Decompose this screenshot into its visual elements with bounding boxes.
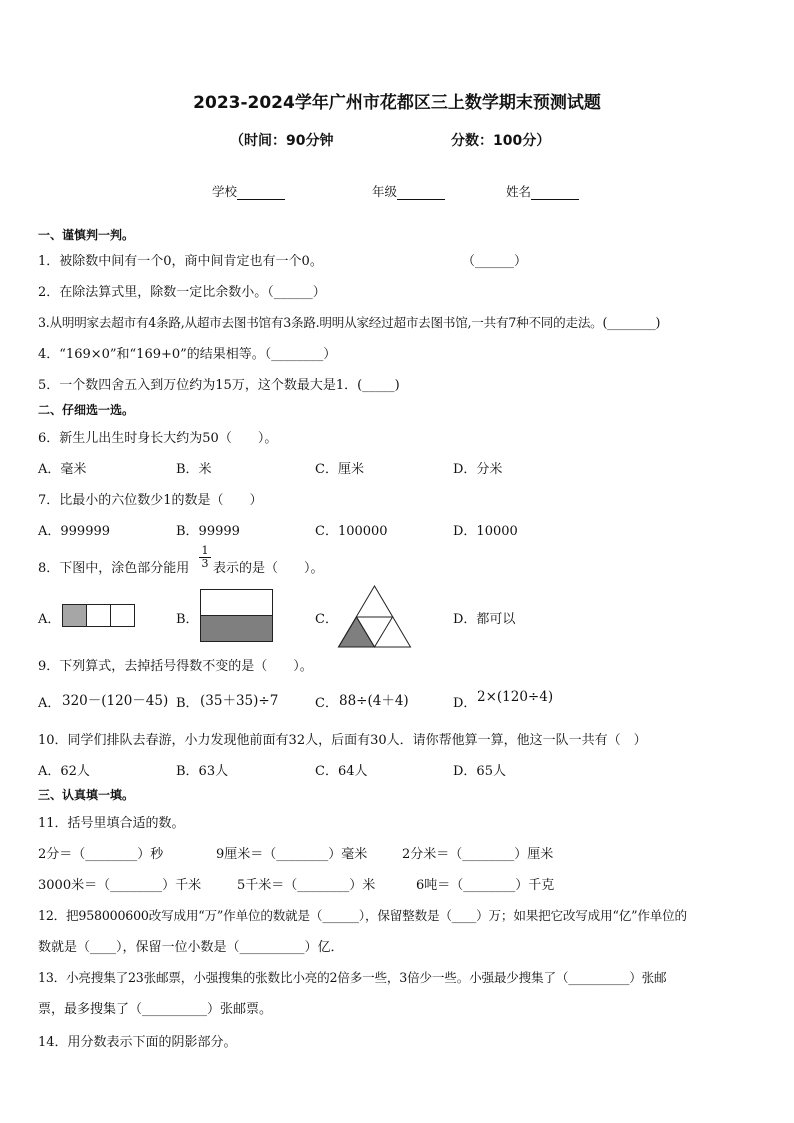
fraction-numerator: 1 — [199, 545, 211, 558]
exam-score: 分数：100分） — [451, 133, 551, 149]
name-field — [506, 182, 579, 200]
question-11: 11．括号里填合适的数。 — [38, 816, 185, 831]
question-13-line-1: 13．小亮搜集了23张邮票，小强搜集的张数比小亮的2倍多一些，3倍少一些。小强最少搜集了（__________）张邮 — [38, 970, 667, 985]
question-10: 10．同学们排队去春游，小力发现他前面有32人，后面有30人．请你帮他算一算，他这一队一共有（ ） — [38, 733, 647, 748]
exam-time: （时间：90分钟 — [230, 133, 334, 149]
figure-c-shaded-triangle — [339, 617, 375, 647]
question-12-line-2: 数就是（____），保留一位小数是（__________）亿． — [38, 940, 344, 955]
grade-blank[interactable] — [397, 186, 445, 200]
q8-option-a-label[interactable]: A． — [38, 612, 61, 627]
q11-blank-2[interactable]: 9厘米＝（________）毫米 — [216, 847, 368, 862]
q9-option-a-expr[interactable]: 320－(120－45) — [62, 693, 169, 709]
fraction-one-third — [199, 545, 211, 570]
question-14: 14．用分数表示下面的阴影部分。 — [38, 1035, 237, 1050]
q8-figure-c[interactable] — [338, 585, 412, 649]
q10-option-d[interactable]: D．65人 — [453, 764, 506, 779]
q9-option-c-label[interactable]: C． — [315, 696, 338, 711]
grade-label: 年级 — [372, 184, 398, 199]
q11-blank-4[interactable]: 3000米＝（________）千米 — [38, 878, 202, 893]
q10-option-c[interactable]: C．64人 — [315, 764, 368, 779]
section-3-heading: 三、认真填一填。 — [38, 788, 135, 802]
school-blank[interactable] — [237, 186, 285, 200]
figure-a-shaded-cell — [63, 605, 87, 627]
page-title: 2023-2024学年广州市花都区三上数学期末预测试题 — [193, 93, 601, 113]
question-9: 9．下列算式，去掉括号得数不变的是（ ）。 — [38, 659, 313, 674]
q9-option-a-label[interactable]: A． — [38, 696, 61, 711]
name-blank[interactable] — [531, 186, 579, 200]
question-5: 5．一个数四舍五入到万位约为15万，这个数最大是1．(_____) — [38, 378, 400, 393]
figure-a-cell — [111, 605, 135, 627]
question-6: 6．新生儿出生时身长大约为50（ ）。 — [38, 431, 278, 446]
question-2: 2．在除法算式里，除数一定比余数小。（______） — [38, 285, 326, 300]
q11-blank-3[interactable]: 2分米＝（________）厘米 — [402, 847, 554, 862]
figure-b-shaded-part — [201, 616, 273, 642]
q11-blank-6[interactable]: 6吨＝（________）千克 — [416, 878, 555, 893]
question-4: 4．“169×0”和“169+0”的结果相等。（________） — [38, 347, 337, 362]
q6-option-d[interactable]: D．分米 — [453, 462, 503, 477]
grade-field — [372, 182, 445, 200]
q8-figure-a[interactable] — [62, 604, 136, 628]
figure-b-white-part — [201, 590, 273, 616]
q9-option-b-expr[interactable]: (35＋35)÷7 — [200, 693, 279, 709]
q10-option-b[interactable]: B．63人 — [176, 764, 229, 779]
section-2-heading: 二、仔细选一选。 — [38, 403, 135, 417]
q7-option-b[interactable]: B．99999 — [176, 524, 240, 539]
q8-option-c-label[interactable]: C． — [315, 612, 338, 627]
q11-blank-5[interactable]: 5千米＝（________）米 — [237, 878, 376, 893]
fraction-denominator: 3 — [201, 557, 209, 570]
q7-option-a[interactable]: A．999999 — [38, 524, 111, 539]
section-1-heading: 一、谨慎判一判。 — [38, 228, 135, 242]
q6-option-b[interactable]: B．米 — [176, 462, 212, 477]
q9-option-c-expr[interactable]: 88÷(4＋4) — [339, 693, 409, 709]
q9-option-d-expr[interactable]: 2×(120÷4) — [477, 689, 554, 705]
q9-option-d-label[interactable]: D． — [453, 696, 477, 711]
question-13-line-2: 票，最多搜集了（__________）张邮票。 — [38, 1002, 273, 1017]
q6-option-c[interactable]: C．厘米 — [315, 462, 364, 477]
question-3: 3.从明明家去超市有4条路,从超市去图书馆有3条路.明明从家经过超市去图书馆,一共有7种不同的走法。(________) — [38, 315, 661, 330]
question-1-blank[interactable]: （______） — [462, 254, 528, 269]
question-8-prefix: 8．下图中，涂色部分能用 — [38, 561, 190, 576]
q8-option-d[interactable]: D．都可以 — [453, 612, 516, 627]
q11-blank-1[interactable]: 2分＝（________）秒 — [38, 847, 164, 862]
figure-a-cell — [87, 605, 111, 627]
question-1: 1．被除数中间有一个0，商中间肯定也有一个0。 — [38, 254, 323, 269]
q8-option-b-label[interactable]: B． — [176, 612, 199, 627]
school-label: 学校 — [212, 184, 238, 199]
q8-figure-b[interactable] — [200, 589, 274, 643]
school-field — [212, 182, 285, 200]
question-7: 7．比最小的六位数少1的数是（ ） — [38, 493, 263, 508]
q7-option-d[interactable]: D．10000 — [453, 524, 518, 539]
q10-option-a[interactable]: A．62人 — [38, 764, 90, 779]
q7-option-c[interactable]: C．100000 — [315, 524, 388, 539]
question-8-suffix: 表示的是（ ）。 — [213, 561, 324, 576]
q9-option-b-label[interactable]: B． — [176, 696, 199, 711]
q6-option-a[interactable]: A．毫米 — [38, 462, 87, 477]
question-12-line-1: 12．把958000600改写成用“万”作单位的数就是（______），保留整数是（____）万；如果把它改写成用“亿”作单位的 — [38, 908, 687, 923]
name-label: 姓名 — [506, 184, 532, 199]
